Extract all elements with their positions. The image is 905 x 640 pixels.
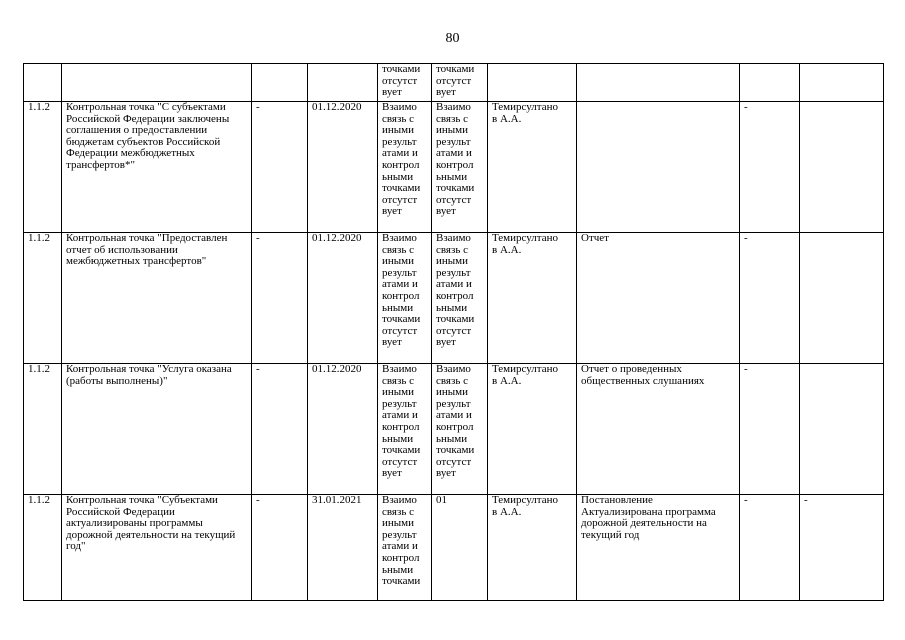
cell-text: - <box>744 101 748 113</box>
cell-text: Отчет о проведенных общественных слушаниях <box>581 363 705 387</box>
table-cell-c4 <box>308 64 378 102</box>
table-cell-c6 <box>432 364 488 495</box>
table-cell-name <box>62 64 252 102</box>
table-cell-c10 <box>800 64 884 102</box>
cell-text: Постановление Актуализирована программа дорожной деятельности на текущий год <box>581 494 716 541</box>
cell-text: Контрольная точка "Субъектами Российской Федерации актуализированы программы дорожной деятельности на текущий год" <box>66 494 236 553</box>
table-cell-name <box>62 364 252 495</box>
table-cell-c8 <box>577 64 740 102</box>
table-cell-c9 <box>740 64 800 102</box>
table-cell-c3 <box>252 102 308 233</box>
cell-text: Взаимо связь с иными результ атами и контрол ьными точками отсутст вует <box>436 232 475 349</box>
table-cell-c9 <box>740 495 800 601</box>
table-row <box>24 233 884 364</box>
table-cell-num <box>24 495 62 601</box>
cell-text: - <box>256 232 260 244</box>
cell-text: точками отсутст вует <box>382 63 421 99</box>
table-cell-c7 <box>488 495 577 601</box>
table-cell-c4 <box>308 364 378 495</box>
table-cell-name <box>62 233 252 364</box>
table-cell-c8 <box>577 495 740 601</box>
table-cell-c8 <box>577 233 740 364</box>
cell-text: - <box>256 101 260 113</box>
cell-text: Взаимо связь с иными результ атами и контрол ьными точками <box>382 494 421 588</box>
table-cell-c8 <box>577 364 740 495</box>
table-cell-c10 <box>800 102 884 233</box>
cell-text: 1.1.2 <box>28 101 50 113</box>
cell-text: 1.1.2 <box>28 363 50 375</box>
table-row <box>24 64 884 102</box>
table-cell-c6 <box>432 64 488 102</box>
table-cell-c7 <box>488 364 577 495</box>
table-cell-c5 <box>378 64 432 102</box>
cell-text: Взаимо связь с иными результ атами и контрол ьными точками отсутст вует <box>436 101 475 218</box>
cell-text: 01.12.2020 <box>312 363 362 375</box>
table-cell-name <box>62 495 252 601</box>
table-cell-c7 <box>488 64 577 102</box>
table-cell-c6 <box>432 102 488 233</box>
cell-text: - <box>744 494 748 506</box>
table-cell-c3 <box>252 495 308 601</box>
table-cell-c3 <box>252 233 308 364</box>
table-cell-c10 <box>800 495 884 601</box>
table-cell-c3 <box>252 64 308 102</box>
table-cell-c6 <box>432 495 488 601</box>
table-cell-c4 <box>308 233 378 364</box>
table-row <box>24 364 884 495</box>
cell-text: Контрольная точка "С субъектами Российской Федерации заключены соглашения о предоставлении бюджетам субъектов Российской Федерации межбюджетных трансфертов*" <box>66 101 230 171</box>
cell-text: Темирсултано в А.А. <box>492 232 558 256</box>
table-cell-c5 <box>378 102 432 233</box>
cell-text: 01 <box>436 494 447 506</box>
table-cell-c8 <box>577 102 740 233</box>
table-cell-c6 <box>432 233 488 364</box>
cell-text: - <box>256 363 260 375</box>
cell-text: Взаимо связь с иными результ атами и контрол ьными точками отсутст вует <box>436 363 475 480</box>
table-cell-c9 <box>740 102 800 233</box>
table-cell-num <box>24 364 62 495</box>
cell-text: Темирсултано в А.А. <box>492 494 558 518</box>
cell-text: точками отсутст вует <box>436 63 475 99</box>
table-cell-c10 <box>800 364 884 495</box>
page-number: 80 <box>445 31 460 46</box>
table-cell-c4 <box>308 102 378 233</box>
cell-text: Контрольная точка "Услуга оказана (работы выполнены)" <box>66 363 232 387</box>
table-cell-c4 <box>308 495 378 601</box>
table-cell-num <box>24 102 62 233</box>
table-cell-c9 <box>740 364 800 495</box>
table-cell-c5 <box>378 495 432 601</box>
table-row <box>24 102 884 233</box>
cell-text: - <box>256 494 260 506</box>
cell-text: Взаимо связь с иными результ атами и контрол ьными точками отсутст вует <box>382 101 421 218</box>
cell-text: 01.12.2020 <box>312 232 362 244</box>
cell-text: - <box>804 494 808 506</box>
table-cell-c7 <box>488 102 577 233</box>
table-cell-c9 <box>740 233 800 364</box>
cell-text: Темирсултано в А.А. <box>492 363 558 387</box>
table-cell-c5 <box>378 364 432 495</box>
cell-text: Контрольная точка "Предоставлен отчет об использовании межбюджетных трансфертов" <box>66 232 228 268</box>
cell-text: 1.1.2 <box>28 494 50 506</box>
control-points-table <box>23 63 884 601</box>
table-cell-name <box>62 102 252 233</box>
table-cell-c5 <box>378 233 432 364</box>
cell-text: - <box>744 232 748 244</box>
table-cell-c3 <box>252 364 308 495</box>
table-cell-num <box>24 233 62 364</box>
cell-text: 01.12.2020 <box>312 101 362 113</box>
cell-text: 31.01.2021 <box>312 494 362 506</box>
table-cell-c7 <box>488 233 577 364</box>
cell-text: Взаимо связь с иными результ атами и контрол ьными точками отсутст вует <box>382 363 421 480</box>
cell-text: 1.1.2 <box>28 232 50 244</box>
table-row <box>24 495 884 601</box>
table-cell-c10 <box>800 233 884 364</box>
cell-text: Отчет <box>581 232 609 244</box>
cell-text: Взаимо связь с иными результ атами и контрол ьными точками отсутст вует <box>382 232 421 349</box>
cell-text: - <box>744 363 748 375</box>
cell-text: Темирсултано в А.А. <box>492 101 558 125</box>
table-cell-num <box>24 64 62 102</box>
